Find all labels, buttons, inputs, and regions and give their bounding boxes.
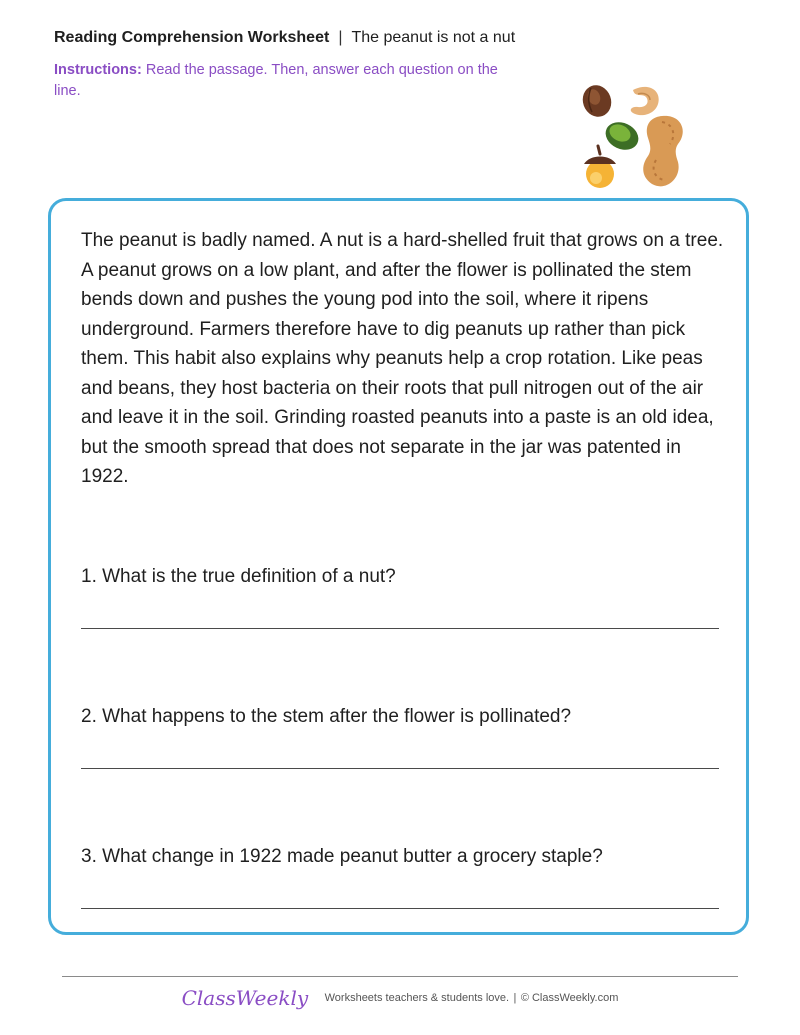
footer-copyright: © ClassWeekly.com [520, 992, 619, 1004]
instructions-text: Read the passage. Then, answer each question on the line. [54, 62, 498, 99]
question-3: 3. What change in 1922 made peanut butter a grocery staple? [81, 846, 603, 867]
answer-line-1[interactable] [81, 628, 719, 629]
worksheet-header [54, 28, 515, 48]
reading-passage: The peanut is badly named. A nut is a hard-shelled fruit that grows on a tree. A peanut grows on a low plant, and after the flower is pollinated the stem bends down and pushes the young pod into the soil, where it ripens underground. Farmers therefore have to dig peanuts up rather than pick them. This habit also explains why peanuts help a crop rotation. Like peas and beans, they host bacteria on their roots that pull nitrogen out of the air and leave it in the soil. Grinding roasted peanuts into a paste is an old idea, but the smooth spread that does not separate in the jar was patented in 1922. [81, 230, 724, 487]
question-1: 1. What is the true definition of a nut? [81, 566, 396, 587]
peanut-icon [643, 116, 683, 186]
footer [0, 986, 800, 1010]
brand-logo: ClassWeekly [181, 986, 309, 1010]
almond-icon [578, 81, 615, 121]
cashew-icon [631, 87, 659, 115]
worksheet-type: Reading Comprehension Worksheet [54, 29, 330, 46]
answer-line-3[interactable] [81, 908, 719, 909]
footer-divider [62, 976, 738, 977]
footer-tagline: Worksheets teachers & students love. [324, 992, 510, 1004]
instructions [54, 60, 524, 102]
question-2: 2. What happens to the stem after the flower is pollinated? [81, 706, 572, 727]
header-separator: | [338, 29, 343, 46]
acorn-icon [584, 146, 616, 188]
footer-separator: | [513, 992, 517, 1004]
answer-line-2[interactable] [81, 768, 719, 769]
instructions-label: Instructions: [54, 62, 142, 78]
worksheet-topic: The peanut is not a nut [351, 29, 516, 46]
pistachio-icon [601, 117, 643, 155]
nuts-and-peanut-illustration [578, 80, 692, 192]
